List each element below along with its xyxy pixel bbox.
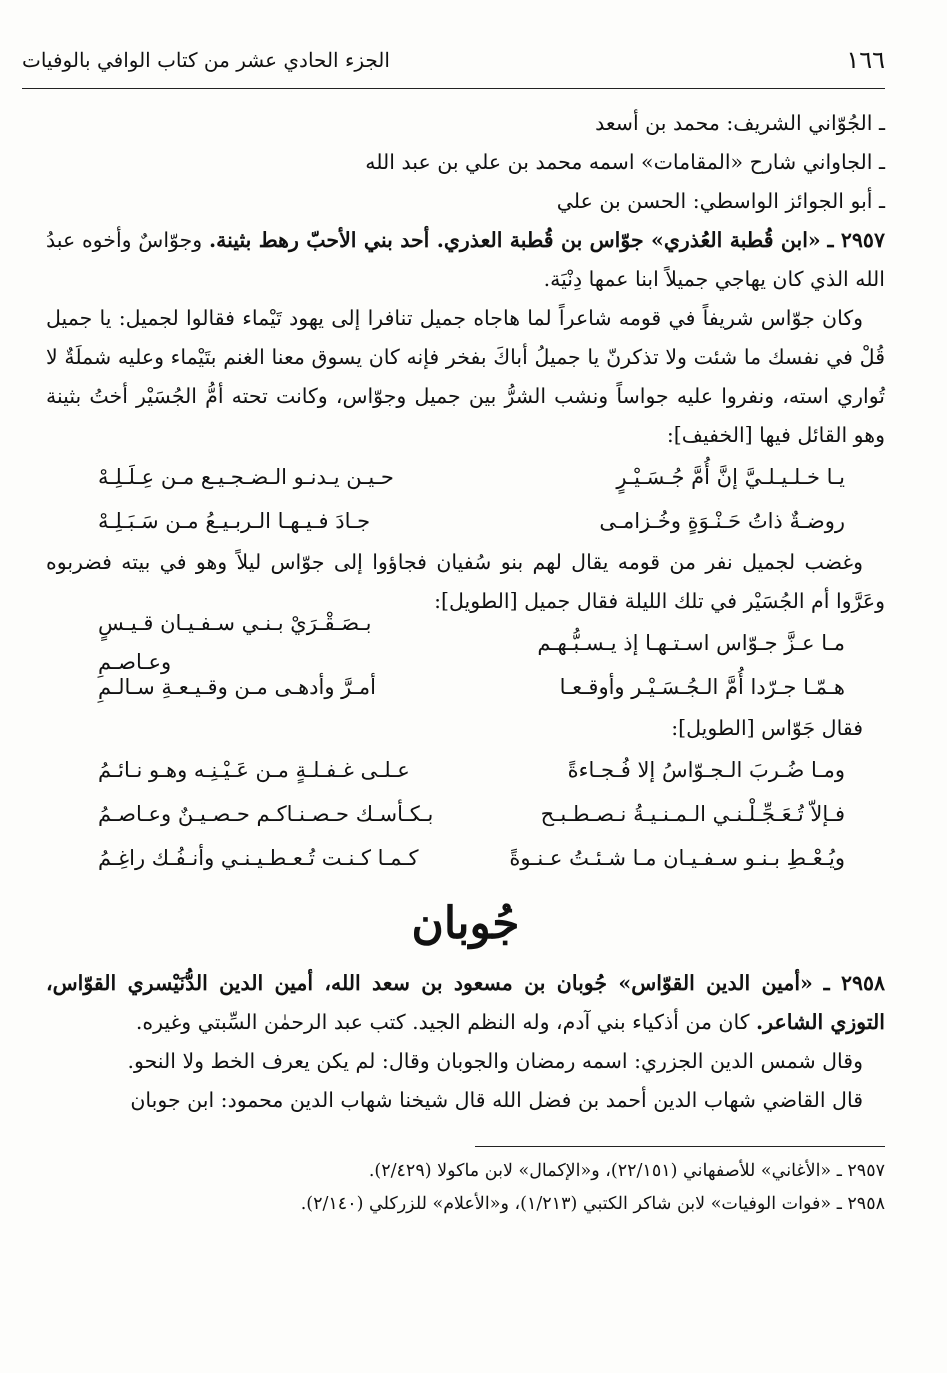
- entry-number: ٢٩٥٨ ـ: [823, 971, 885, 995]
- paragraph: وغضب لجميل نفر من قومه يقال لهم بنو سُفيان فجاؤوا إلى جوّاس ليلاً وهو في بيته فضربوه وعَرَّوا أم الجُسَيْر في تلك الليلة فقال جميل [الطويل]:: [46, 550, 885, 613]
- verse-line: [98, 792, 845, 836]
- paragraph: وكان جوّاس شريفاً في قومه شاعراً لما هاجاه جميل تنافرا إلى يهود تَيْماء فقالوا لجميل: يا جميل قُلْ في نفسك ما شئت ولا تذكرنّ يا جميلُ أباكَ بفخر فإنه كان يسوق معنا الغنم بتَيْماء وعليه شملَةٌ لا تُواري استه، ونفروا عليه جواساً ونشب الشرُّ بين جميل وجوّاس، وكانت تحته أمُّ الجُسَيْر أختُ بثينة وهو القائل فيها [الخفيف]:: [46, 306, 885, 447]
- entry-text: كان من أذكياء بني آدم، وله النظم الجيد. كتب عبد الرحمٰن السِّبتي وغيره.: [135, 1010, 750, 1034]
- footnote: ٢٩٥٨ ـ «فوات الوفيات» لابن شاكر الكتبي (١/٢١٣)، و«الأعلام» للزركلي (٢/١٤٠).: [300, 1194, 885, 1214]
- verse-first-hemistich: ومـا ضُـربَ الـجـوّاسُ إلا فُـجـاءةً: [567, 757, 845, 782]
- running-title: الجزء الحادي عشر من كتاب الوافي بالوفيات: [22, 48, 390, 72]
- verse-line: [98, 611, 845, 674]
- verse-first-hemistich: هـمّـا جـرّدا أُمَّ الـجُـسَـيْـر وأوقـعـا: [559, 674, 845, 699]
- verse-line: [98, 455, 845, 499]
- cross-ref: ـ أبو الجوائز الواسطي: الحسن بن علي: [556, 189, 885, 213]
- entry-text: وجوّاسٌ وأخوه عبدُ الله الذي كان يهاجي جميلاً ابنا عمها دِنْيَة.: [46, 228, 885, 291]
- verse-first-hemistich: ويُـعْـطِ بـنـو سـفـيـان مـا شـئـتُ عـنـوةً: [509, 845, 845, 870]
- entry-heading: «ابن قُطبة العُذري» جوّاس بن قُطبة العذري. أحد بني الأحبّ رهط بثينة.: [208, 228, 821, 252]
- verse-first-hemistich: يـا خـلـيـلـيَّ إنَّ أُمَّ جُـسَـيْـرٍ: [616, 464, 845, 489]
- verse-first-hemistich: روضـةٌ ذاتُ حَـنْـوَةٍ وخُـزامـى: [599, 508, 845, 533]
- entry-2957: [46, 221, 885, 299]
- footnote: ٢٩٥٧ ـ «الأغاني» للأصفهاني (٢٢/١٥١)، و«الإكمال» لابن ماكولا (٢/٤٢٩).: [368, 1161, 885, 1181]
- verse-line: [98, 748, 845, 792]
- verse-second-hemistich: جـادَ فـيـهـا الـربـيـعُ مـن سَـبَـلِـهْ: [98, 508, 371, 533]
- verse-second-hemistich: بـصَـقْـرَيْ بـنـي سـفـيـان قـيـسٍ وعـاصـمِ: [98, 611, 372, 674]
- verse-first-hemistich: فـإلاّ تُـعَـجِّـلْـنـي الـمـنـيـةُ نـصـطـبـح: [540, 801, 845, 826]
- cross-ref: ـ الجاواني شارح «المقامات» اسمه محمد بن علي بن عبد الله: [365, 150, 885, 174]
- verse-second-hemistich: حـيـن يـدنـو الـضـجـيـع مـن عِـلَـلِـهْ: [98, 464, 394, 489]
- verse-second-hemistich: أمـرَّ وأدهـى مـن وقـيـعـةِ سـالـمِ: [98, 674, 377, 699]
- paragraph: وقال شمس الدين الجزري: اسمه رمضان والجوبان وقال: لم يكن يعرف الخط ولا النحو.: [127, 1049, 863, 1073]
- verse-second-hemistich: كـمـا كـنـت تُـعـطـيـنـي وأنـفُـك راغِـمُ: [98, 845, 419, 870]
- entry-heading: «أمين الدين القوّاس» جُوبان بن مسعود بن سعد الله، أمين الدين الدُّنَيْسري القوّاس، التوزي الشاعر.: [46, 971, 885, 1034]
- section-title: جُوبان: [411, 898, 520, 949]
- verse-second-hemistich: عـلـى غـفـلـةٍ مـن عَـيْـنِـه وهـو نـائـمُ: [98, 757, 410, 782]
- page-number: ١٦٦: [846, 46, 885, 74]
- paragraph: قال القاضي شهاب الدين أحمد بن فضل الله قال شيخنا شهاب الدين محمود: ابن جوبان: [130, 1088, 863, 1112]
- verse-second-hemistich: بـكـأسـك حـصـنـاكـم حـصـيـنٌ وعـاصـمُ: [98, 801, 434, 826]
- verse-line: [98, 836, 845, 880]
- entry-number: ٢٩٥٧ ـ: [827, 228, 885, 252]
- cross-ref: ـ الجُوّاني الشريف: محمد بن أسعد: [595, 111, 885, 135]
- entry-2958: [46, 964, 885, 1042]
- page-body: [46, 104, 885, 1221]
- paragraph: فقال جَوّاس [الطويل]:: [671, 716, 863, 740]
- verse-first-hemistich: مـا عـزَّ جـوّاس اسـتـهـا إذ يـسـبُّـهـم: [537, 630, 845, 655]
- verse-line: [98, 665, 845, 709]
- page-header: [22, 38, 885, 89]
- verse-line: [98, 499, 845, 543]
- footnote-divider: [475, 1146, 885, 1147]
